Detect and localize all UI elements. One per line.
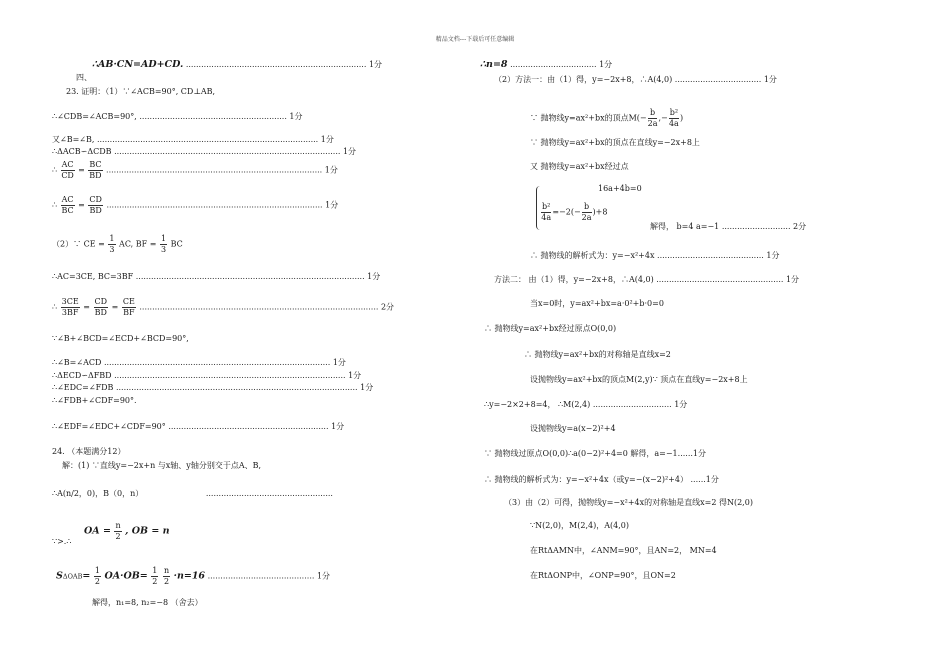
left-line-5 [52, 147, 356, 157]
left-line-16 [52, 422, 344, 432]
fraction: $\frac{1}{3}$ [109, 234, 115, 254]
equation-text: 又∠B=∠B, [52, 135, 95, 144]
part-label: （2）∵ [52, 239, 82, 249]
therefore-symbol: ∴ [52, 302, 58, 312]
equation-text: ∴AC=3CE, BC=3BF [52, 272, 134, 281]
equation-text: ·n=16 [173, 570, 206, 582]
right-line-17: 在RtΔAMN中，∠ANM=90°，且AN=2， MN=4 [530, 546, 717, 555]
equation-text: CE = [83, 239, 105, 249]
right-line-4: ∵ 抛物线y=ax²+bx的顶点在直线y=−2x+8上 [530, 138, 700, 147]
right-line-1 [480, 60, 612, 70]
system-line-top: 16a+4b=0 [598, 184, 642, 193]
fraction: $\frac{b}{2a}$ [647, 108, 658, 128]
left-line-1 [92, 60, 382, 70]
left-line-13 [52, 371, 361, 381]
score-label: 1分 [599, 60, 613, 69]
score-label: 1分 [342, 147, 357, 156]
section-four: 四、 [76, 73, 92, 82]
fraction: $\frac{\text{b²}}{4a}$ [668, 108, 679, 128]
equation-text: ∴ΔACB∽ΔCDB [52, 147, 112, 156]
leader-dots: .......................................... [657, 251, 764, 260]
right-line-9: ∴ 抛物线y=ax²+bx的对称轴是直线x=2 [524, 350, 671, 359]
leader-dots: ......................................................................................... [114, 147, 341, 156]
leader-dots: .......................................................................................... [135, 272, 365, 281]
equation-text: ∴y=−2×2+8=4， ∴M(2,4) [484, 400, 591, 409]
leader-dots: .......................................... [207, 571, 315, 581]
equation-text: 解得， [650, 222, 674, 231]
left-because: ∵>.∴ [52, 537, 72, 546]
equation-text: ∴ΔECD∽ΔFBD [52, 371, 112, 380]
right-method-2 [494, 275, 799, 285]
right-line-7: 当x=0时，y=ax²+bx=a·0²+b·0=0 [530, 299, 664, 308]
fraction: $\frac{n}{2}$ [115, 521, 121, 541]
leader-dots: .................................. [510, 60, 597, 69]
score-label: 1分 [674, 400, 688, 409]
leader-dots: ...... [690, 475, 706, 484]
left-line-15: ∴∠FDB+∠CDF=90°. [52, 396, 137, 405]
equation-text: ∵ 抛物线y=ax²+bx的顶点M [530, 113, 637, 123]
fraction: $\frac{CD}{BD}$ [94, 297, 108, 317]
leader-dots: ....................................................................................... [96, 135, 319, 144]
system-line-bottom [540, 202, 607, 223]
right-line-5: 又 抛物线y=ax²+bx经过点 [530, 162, 629, 171]
equation-text: ∵ 抛物线过原点O(0,0)∴a(0−2)²+4=0 解得，a=−1 [484, 449, 678, 458]
right-solve [650, 222, 806, 232]
score-label: 2分 [793, 222, 807, 231]
left-area [56, 566, 330, 587]
page-header: 精品文档---下载后可任意编辑 [435, 36, 515, 43]
score-label: 1分 [325, 200, 339, 210]
score-label: 1分 [766, 251, 780, 260]
score-label: 1分 [360, 383, 374, 392]
equation-text: =−2(− [552, 207, 581, 217]
equation-text: ∴ 抛物线的解析式为：y=−x²+4x [530, 251, 655, 260]
right-vertex: ∵ 抛物线y=ax²+bx的顶点M(− $\frac{b}{2a}$ ,− $\frac{\text{b²}}{4a}$ ) [530, 108, 684, 128]
right-line-16: ∵N(2,0)，M(2,4)，A(4,0) [530, 521, 629, 530]
right-line-15: （3）由（2）可得，抛物线y=−x²+4x的对称轴是直线x=2 得N(2,0) [504, 498, 753, 507]
right-line-10: 设抛物线y=ax²+bx的顶点M(2,y)∵ 顶点在直线y=−2x+8上 [530, 375, 748, 384]
fraction: $\frac{\text{b²}}{4a}$ [541, 202, 552, 222]
therefore-symbol: ∴ [52, 200, 58, 210]
left-oa [84, 521, 170, 542]
subscript: ΔOAB [62, 572, 83, 581]
score-label: 1分 [289, 112, 303, 121]
equation-text: ∴∠EDF=∠EDC+∠CDF=90° [52, 422, 166, 431]
left-line-6: ∴ $\frac{AC}{CD}$ = $\frac{BC}{BD}$ ..................................................................................... 1分 [52, 160, 338, 180]
score-label: 1分 [320, 135, 334, 144]
leader-dots: .......................................................... [139, 112, 287, 121]
leader-dots: ...... [677, 449, 693, 458]
equation-text: AC, BF = [119, 239, 157, 249]
leader-dots: ........................................................................................... [114, 371, 346, 380]
score-label: 1分 [331, 422, 345, 431]
equation-text: , OB = n [125, 525, 170, 537]
right-line-12: 设抛物线y=a(x−2)²+4 [530, 424, 616, 433]
right-line-11 [484, 400, 687, 410]
equation-text: BC [170, 239, 183, 249]
fraction: $\frac{3CE}{3BF}$ [61, 297, 79, 317]
left-solution-1: 解：(1) ∵直线y=−2x+n 与x轴、y轴分别交于点A、B, [62, 461, 262, 470]
right-line-13 [484, 449, 706, 459]
leader-dots: ..................................................................................... [106, 165, 323, 175]
leader-dots: ............................................................... [168, 422, 329, 431]
fraction: $\frac{CE}{BF}$ [122, 297, 135, 317]
question-24: 24. （本题满分12） [52, 447, 126, 456]
fraction: $\frac{1}{2}$ [152, 566, 158, 586]
right-line-8: ∴ 抛物线y=ax²+bx经过原点O(0,0) [484, 324, 617, 333]
score-label: 1分 [705, 475, 719, 484]
left-part-2 [52, 234, 183, 255]
score-label: 1分 [348, 371, 362, 380]
equation-text: 方法二： 由（1）得，y=−2x+8，∴A(4,0) [494, 275, 654, 284]
equation-text: = [82, 570, 91, 582]
leader-dots: ............................................................................................... [115, 383, 358, 392]
score-label: 2分 [380, 302, 395, 312]
leader-dots: ..................................................................................... [106, 200, 323, 210]
equation-text: S [56, 570, 63, 582]
leader-dots: ............................... [592, 400, 672, 409]
leader-dots: .................................................. [205, 489, 333, 498]
leader-dots: .............................................................................................. [139, 302, 379, 312]
left-line-12 [52, 358, 346, 368]
fraction: $\frac{CD}{BD}$ [89, 195, 102, 215]
equation-text: ∴ 抛物线的解析式为：y=−x²+4x（或y=−(x−2)²+4） [484, 475, 688, 484]
leader-dots: ......................................................................................... [103, 358, 331, 367]
score-label: 1分 [332, 358, 346, 367]
fraction: $\frac{n}{2}$ [163, 566, 170, 586]
score-label: 1分 [785, 275, 800, 284]
fraction: $\frac{b}{2a}$ [581, 202, 592, 222]
fraction: $\frac{1}{3}$ [160, 234, 167, 254]
equation-text: （2）方法一：由（1）得，y=−2x+8，∴A(4,0) [494, 75, 673, 84]
fraction: $\frac{AC}{CD}$ [61, 160, 74, 180]
score-label: 1分 [316, 571, 331, 581]
equation-text: ∴∠CDB=∠ACB=90°, [52, 112, 137, 121]
equation-text: b=4 a=−1 [676, 222, 720, 231]
question-23: 23. 证明：（1）∵∠ACB=90°, CD⊥AB, [66, 87, 216, 96]
left-line-9 [52, 272, 380, 282]
score-label: 1分 [367, 272, 381, 281]
equation-text: )+8 [592, 207, 608, 217]
leader-dots: ........................... [721, 222, 791, 231]
equation-text: ∴∠EDC=∠FDB [52, 383, 114, 392]
fraction: $\frac{BC}{BD}$ [89, 160, 102, 180]
leader-dots: .................................................. [656, 275, 784, 284]
left-line-4 [52, 135, 334, 145]
fraction: $\frac{1}{2}$ [94, 566, 100, 586]
equation-text: OA·OB= [104, 570, 148, 582]
left-line-7: ∴ $\frac{AC}{BC}$ = $\frac{CD}{BD}$ ..................................................................................... 1分 [52, 195, 339, 215]
left-solution-end: 解得，n₁=8, n₂=−8 （舍去） [92, 598, 203, 607]
fraction: $\frac{AC}{BC}$ [61, 195, 74, 215]
score-label: 1分 [324, 165, 338, 175]
right-line-18: 在RtΔONP中，∠ONP=90°，且ON=2 [530, 571, 676, 580]
left-line-14 [52, 383, 373, 393]
equation-text: OA = [84, 525, 111, 537]
equation-text: ∴∠B=∠ACD [52, 358, 102, 367]
equation-text: ∴n=8 [480, 59, 508, 70]
right-method-1 [494, 75, 777, 85]
score-label: 1分 [763, 75, 777, 84]
score-label: 1分 [692, 449, 707, 458]
left-points [52, 489, 333, 499]
leader-dots: ....................................................................... [185, 60, 367, 69]
leader-dots: .................................. [674, 75, 762, 84]
score-label: 1分 [368, 60, 383, 69]
equation-text: ∴AB·CN=AD+CD. [92, 59, 184, 70]
right-line-14 [484, 475, 719, 485]
left-line-10: ∴ $\frac{3CE}{3BF}$ = $\frac{CD}{BD}$ = $\frac{CE}{BF}$ .............................................................................................. 2分 [52, 297, 395, 317]
equation-text: ∴A(n/2，0)，B（0，n） [52, 489, 144, 498]
left-line-11: ∵∠B+∠BCD=∠ECD+∠BCD=90°, [52, 334, 189, 343]
right-line-6 [530, 251, 780, 261]
left-line-3 [52, 112, 303, 122]
therefore-symbol: ∴ [52, 165, 58, 175]
